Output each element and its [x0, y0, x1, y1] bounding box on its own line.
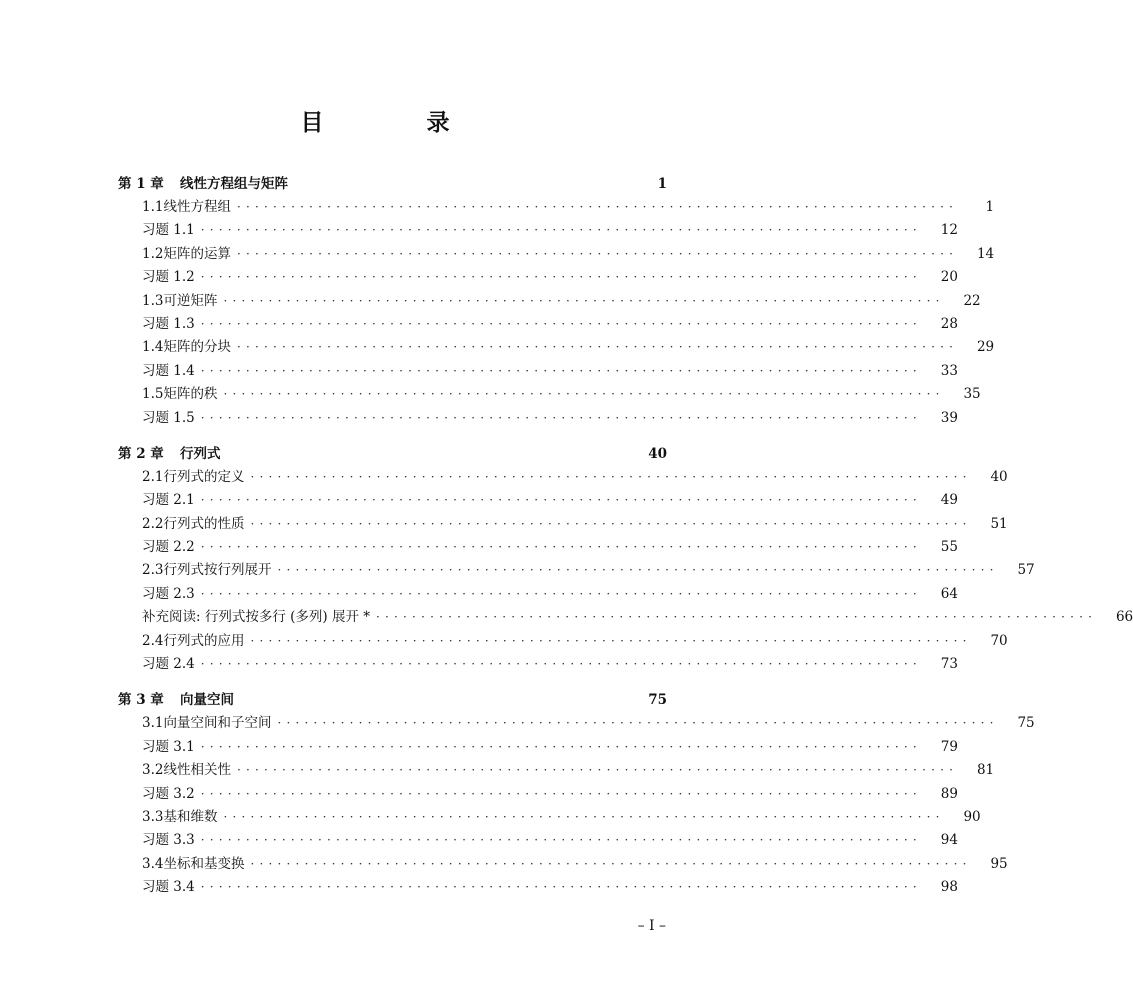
dot-leader: ················································································ — [200, 657, 922, 672]
dot-leader: ················································································ — [236, 246, 959, 261]
entry-title: 补充阅读: 行列式按多行 (多列) 展开 * — [142, 609, 370, 626]
exercise-entry[interactable] — [118, 782, 958, 805]
dot-leader: ················································································ — [236, 340, 959, 355]
entry-title: 矩阵的运算 — [163, 245, 231, 262]
chapter-num: 第 1 章 — [118, 176, 164, 192]
entry-title: 行列式按行列展开 — [163, 562, 272, 579]
exercise-entry[interactable] — [118, 582, 958, 605]
dot-leader: ················································································ — [200, 363, 922, 378]
entry-page: 57 — [1017, 562, 1035, 579]
dot-leader: ················································································ — [200, 739, 922, 754]
section-number: 2.4 — [142, 632, 164, 649]
dot-leader: ················································································ — [223, 809, 945, 824]
section-number: 3.3 — [142, 808, 164, 825]
entry-title: 习题 3.1 — [142, 738, 195, 755]
section-entry[interactable] — [118, 335, 995, 358]
entry-title: 可逆矩阵 — [163, 292, 218, 309]
entry-title: 习题 2.2 — [142, 539, 195, 556]
exercise-entry[interactable] — [118, 828, 958, 851]
chapter-title: 线性方程组与矩阵 — [180, 176, 288, 192]
section-number: 2.1 — [142, 468, 164, 485]
dot-leader: ················································································ — [200, 410, 922, 425]
section-number: 1.3 — [142, 292, 164, 309]
chapter-heading[interactable] — [118, 688, 667, 711]
entry-title: 行列式的定义 — [163, 468, 245, 485]
entry-page: 35 — [963, 386, 981, 403]
dot-leader: ················································································ — [200, 493, 922, 508]
entry-title: 矩阵的秩 — [163, 386, 218, 403]
exercise-entry[interactable] — [118, 312, 958, 335]
dot-leader: ················································································ — [250, 516, 972, 531]
entry-page: 28 — [940, 315, 958, 332]
entry-page: 22 — [963, 292, 981, 309]
section-number: 3.4 — [142, 855, 164, 872]
entry-page: 90 — [963, 808, 981, 825]
exercise-entry[interactable] — [118, 488, 958, 511]
entry-title: 习题 1.5 — [142, 409, 195, 426]
entry-page: 66 — [1115, 609, 1133, 626]
entry-title: 线性相关性 — [163, 762, 231, 779]
entry-title: 矩阵的分块 — [163, 339, 231, 356]
entry-page: 81 — [976, 762, 995, 779]
entry-page: 75 — [1017, 715, 1035, 732]
dot-leader: ················································································ — [200, 316, 922, 331]
section-number: 1.5 — [142, 386, 164, 403]
dot-leader: ················································································ — [200, 786, 922, 801]
exercise-entry[interactable] — [118, 406, 958, 429]
entry-page: 39 — [940, 409, 958, 426]
dot-leader: ················································································ — [277, 563, 999, 578]
dot-leader: ················································································ — [277, 716, 999, 731]
section-entry[interactable] — [118, 852, 1008, 875]
entry-title: 习题 3.2 — [142, 785, 195, 802]
entry-title: 习题 1.3 — [142, 315, 195, 332]
section-entry[interactable] — [118, 558, 1035, 581]
section-entry[interactable] — [118, 805, 981, 828]
entry-page: 49 — [940, 492, 958, 509]
entry-title: 基和维数 — [163, 808, 218, 825]
dot-leader: ················································································ — [200, 586, 922, 601]
chapter-heading[interactable] — [118, 442, 667, 465]
exercise-entry[interactable] — [118, 735, 958, 758]
entry-title: 坐标和基变换 — [163, 855, 245, 872]
entry-page: 70 — [990, 632, 1008, 649]
chapter-page: 75 — [648, 692, 667, 709]
entry-page: 95 — [990, 855, 1008, 872]
entry-title: 习题 1.2 — [142, 269, 195, 286]
dot-leader: ················································································ — [200, 223, 922, 238]
entry-page: 20 — [940, 269, 958, 286]
entry-title: 习题 2.3 — [142, 585, 195, 602]
dot-leader: ················································································ — [250, 633, 972, 648]
entry-title: 习题 3.3 — [142, 832, 195, 849]
entry-page: 1 — [985, 199, 995, 215]
dot-leader: ················································································ — [236, 200, 959, 214]
chapter-page: 40 — [648, 445, 667, 462]
dot-leader: ················································································ — [250, 856, 972, 871]
exercise-entry[interactable] — [118, 359, 958, 382]
entry-page: 64 — [940, 585, 958, 602]
entry-page: 94 — [940, 832, 958, 849]
chapter-heading[interactable] — [118, 172, 667, 195]
section-entry[interactable] — [118, 289, 981, 312]
section-entry[interactable] — [118, 629, 1008, 652]
section-number: 1.2 — [142, 245, 164, 262]
entry-page: 98 — [940, 879, 958, 896]
section-entry[interactable] — [118, 758, 995, 781]
section-number: 3.1 — [142, 715, 164, 732]
dot-leader: ················································································ — [376, 610, 1098, 625]
dot-leader: ················································································ — [250, 469, 972, 484]
entry-page: 33 — [940, 362, 958, 379]
section-entry[interactable] — [118, 465, 1008, 488]
chapter-num: 第 2 章 — [118, 445, 164, 462]
chapter-title: 向量空间 — [180, 692, 234, 709]
section-entry[interactable] — [118, 242, 995, 265]
chapter-num: 第 3 章 — [118, 692, 164, 709]
page-number: – I – — [637, 918, 666, 934]
entry-title: 行列式的应用 — [163, 632, 245, 649]
entry-title: 习题 3.4 — [142, 879, 195, 896]
section-entry[interactable] — [118, 195, 995, 218]
dot-leader: ················································································ — [200, 833, 922, 848]
entry-title: 习题 2.1 — [142, 492, 195, 509]
entry-title: 习题 2.4 — [142, 656, 195, 673]
entry-title: 习题 1.4 — [142, 362, 195, 379]
entry-title: 习题 1.1 — [142, 222, 195, 239]
entry-page: 79 — [940, 738, 958, 755]
entry-page: 51 — [990, 515, 1008, 532]
section-number: 1.4 — [142, 339, 164, 356]
section-entry[interactable] — [118, 382, 981, 405]
exercise-entry[interactable] — [118, 535, 958, 558]
section-entry[interactable] — [118, 512, 1008, 535]
section-number: 3.2 — [142, 762, 164, 779]
entry-page: 29 — [976, 339, 995, 356]
dot-leader: ················································································ — [200, 880, 922, 895]
entry-page: 55 — [940, 539, 958, 556]
exercise-entry[interactable] — [118, 605, 1133, 628]
dot-leader: ················································································ — [223, 387, 945, 402]
exercise-entry[interactable] — [118, 265, 958, 288]
dot-leader: ················································································ — [200, 540, 922, 555]
exercise-entry[interactable] — [118, 652, 958, 675]
entry-page: 89 — [940, 785, 958, 802]
dot-leader: ················································································ — [223, 293, 945, 308]
section-entry[interactable] — [118, 711, 1035, 734]
table-of-contents — [118, 172, 1133, 899]
dot-leader: ················································································ — [236, 763, 959, 778]
dot-leader: ················································································ — [200, 270, 922, 285]
entry-page: 73 — [940, 656, 958, 673]
chapter-page: 1 — [657, 176, 667, 192]
section-number: 2.2 — [142, 515, 164, 532]
entry-page: 40 — [990, 468, 1008, 485]
section-number: 1.1 — [142, 199, 164, 215]
chapter-title: 行列式 — [180, 445, 221, 462]
entry-page: 14 — [976, 245, 995, 262]
entry-page: 12 — [940, 222, 958, 239]
exercise-entry[interactable] — [118, 875, 958, 898]
entry-title: 向量空间和子空间 — [163, 715, 272, 732]
section-number: 2.3 — [142, 562, 164, 579]
entry-title: 行列式的性质 — [163, 515, 245, 532]
page-title: 目 录 — [300, 109, 490, 136]
exercise-entry[interactable] — [118, 218, 958, 241]
entry-title: 线性方程组 — [163, 199, 231, 215]
